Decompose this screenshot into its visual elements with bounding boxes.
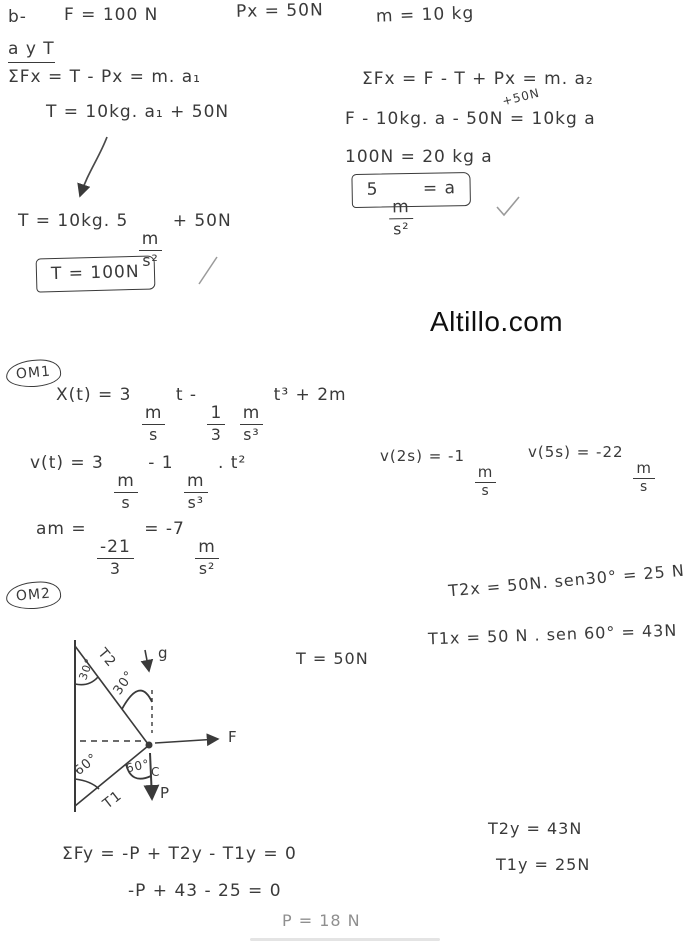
given-px: Px = 50N (235, 0, 324, 22)
weight-label: P (160, 784, 171, 802)
t2y-value: T2y = 43N (488, 819, 583, 838)
sum-fx-left-equation: ΣFx = T - Px = m. a₁ (8, 67, 201, 87)
v2-frac: $\frac{m}{s}$ (475, 465, 497, 499)
v-frac1: $\frac{m}{s}$ (114, 473, 138, 511)
check-icon (497, 197, 519, 215)
velocity-at-5s: v(5s) = -22 $\frac{m}{s}$ (528, 444, 659, 495)
weight-result: P = 18 N (282, 911, 361, 930)
tension-result-box: T = 100N (36, 255, 155, 292)
tension-sub-fraction: $\frac{m}{\text{s²}}$ (139, 231, 163, 269)
angle-knot-top-label: 30° (110, 667, 138, 698)
position-equation: X(t) = 3 $\frac{m}{s}$ t - $\frac{1}{3}$ $\frac{m}{\text{s³}}$ t³ + 2m (56, 385, 347, 444)
velocity-equation: v(t) = 3 $\frac{m}{s}$ - 1 $\frac{m}{\text{s³}}$ . t² (30, 453, 247, 512)
t1y-value: T1y = 25N (496, 855, 591, 874)
am-frac1: $\frac{-21}{3}$ (97, 539, 134, 577)
given-mass: m = 10 kg (375, 3, 475, 27)
scan-smudge (250, 938, 440, 941)
watermark: Altillo.com (430, 306, 564, 337)
tension-given: T = 50N (296, 649, 369, 668)
down-arrow (80, 137, 107, 196)
find-label: a y T (8, 40, 55, 63)
tension-equation: T = 10kg. a₁ + 50N (46, 102, 230, 122)
om1-badge: OM1 (5, 358, 62, 390)
free-body-diagram (75, 640, 218, 812)
angle-knot-bottom-label: 60° (124, 756, 152, 776)
expanded-equation: F - 10kg. a - 50N = 10kg a (345, 109, 596, 129)
carry-note: +50N (500, 85, 542, 109)
x-frac2: $\frac{1}{3}$ (207, 405, 225, 443)
tension-sub-pre: T = 10kg. 5 (18, 211, 129, 231)
x-frac1: $\frac{m}{s}$ (142, 405, 166, 443)
force-label: F (228, 728, 238, 746)
om2-badge: OM2 (5, 580, 62, 612)
v5-frac: $\frac{m}{s}$ (633, 461, 655, 495)
acceleration-units-fraction: $\frac{m}{\text{s²}}$ (389, 199, 413, 237)
sum-fx-right-equation: ΣFx = F - T + Px = m. a₂ (362, 69, 594, 89)
angle-top-label: 30° (76, 656, 97, 682)
am-frac2: $\frac{m}{\text{s²}}$ (195, 539, 219, 577)
combined-equation: 100N = 20 kg a (345, 147, 493, 167)
part-label: b- (8, 7, 27, 27)
gravity-label: g (158, 644, 169, 662)
v-frac2: $\frac{m}{\text{s³}}$ (184, 473, 208, 511)
acceleration-value-pre: 5 (366, 179, 379, 200)
point-c-label: C (151, 765, 161, 779)
acceleration-value-post: = a (422, 178, 457, 199)
substitution-line: -P + 43 - 25 = 0 (128, 881, 282, 901)
velocity-at-2s: v(2s) = -1 $\frac{m}{s}$ (380, 448, 500, 499)
t1x-equation: T1x = 50 N . sen 60° = 43N (427, 620, 678, 649)
t1-label: T1 (100, 787, 126, 813)
acceleration-result-box (351, 172, 471, 239)
t2x-equation: T2x = 50N. sen30° = 25 N (447, 560, 686, 601)
tension-sub-post: + 50N (172, 211, 232, 231)
sum-fy-equation: ΣFy = -P + T2y - T1y = 0 (62, 844, 297, 864)
x-frac3: $\frac{m}{\text{s³}}$ (240, 405, 264, 443)
given-force: F = 100 N (64, 5, 159, 25)
t2-label: T2 (94, 645, 120, 671)
angle-bottom-label: 60° (71, 750, 102, 779)
mean-acceleration-equation: am = $\frac{-21}{3}$ = -7 $\frac{m}{\text{s²}}$ (36, 520, 223, 576)
